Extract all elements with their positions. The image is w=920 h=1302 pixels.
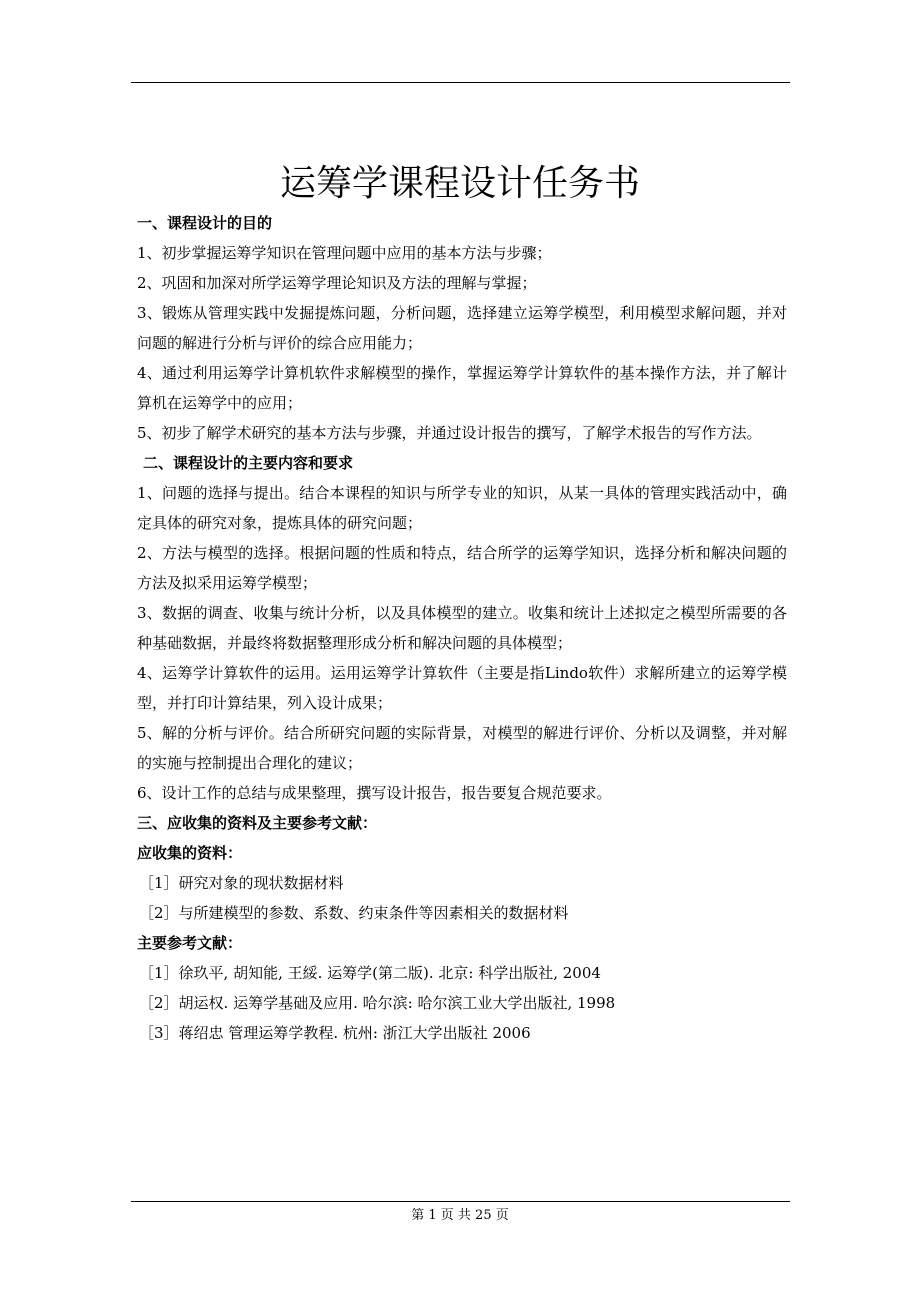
paragraph: 6、设计工作的总结与成果整理，撰写设计报告，报告要复合规范要求。 xyxy=(137,784,612,802)
page-number: 第 1 页 共 25 页 xyxy=(411,1208,509,1223)
section-heading: 三、应收集的资料及主要参考文献： xyxy=(137,814,378,832)
paragraph: 3、数据的调查、收集与统计分析，以及具体模型的建立。收集和统计上述拟定之模型所需要的各种基础数据，并最终将数据整理形成分析和解决问题的具体模型； xyxy=(137,604,787,652)
header-rule xyxy=(131,82,790,83)
paragraph: 2、方法与模型的选择。根据问题的性质和特点，结合所学的运筹学知识，选择分析和解决问题的方法及拟采用运筹学模型； xyxy=(137,544,787,592)
reference-item: ［3］蒋绍忠 管理运筹学教程. 杭州: 浙江大学出版社 2006 xyxy=(139,1024,531,1042)
paragraph: 5、初步了解学术研究的基本方法与步骤，并通过设计报告的撰写，了解学术报告的写作方法。 xyxy=(137,424,762,442)
reference-item: ［1］徐玖平, 胡知能, 王綏. 运筹学(第二版). 北京: 科学出版社, 2004 xyxy=(139,964,601,982)
paragraph: 1、问题的选择与提出。结合本课程的知识与所学专业的知识，从某一具体的管理实践活动中，确定具体的研究对象，提炼具体的研究问题； xyxy=(137,484,787,532)
section-heading: 一、课程设计的目的 xyxy=(137,214,273,232)
subheading: 应收集的资料： xyxy=(137,844,243,862)
paragraph: 4、运筹学计算软件的运用。运用运筹学计算软件（主要是指Lindo软件）求解所建立的运筹学模型，并打印计算结果，列入设计成果； xyxy=(137,664,787,712)
paragraph: 3、锻炼从管理实践中发掘提炼问题，分析问题，选择建立运筹学模型，利用模型求解问题，并对问题的解进行分析与评价的综合应用能力； xyxy=(137,304,787,352)
reference-item: ［2］与所建模型的参数、系数、约束条件等因素相关的数据材料 xyxy=(139,904,569,922)
paragraph: 2、巩固和加深对所学运筹学理论知识及方法的理解与掌握； xyxy=(137,274,537,292)
subheading: 主要参考文献： xyxy=(137,934,243,952)
paragraph: 5、解的分析与评价。结合所研究问题的实际背景，对模型的解进行评价、分析以及调整，并对解的实施与控制提出合理化的建议； xyxy=(137,724,787,772)
footer-rule xyxy=(131,1201,790,1202)
reference-item: ［1］研究对象的现状数据材料 xyxy=(139,874,344,892)
paragraph: 1、初步掌握运筹学知识在管理问题中应用的基本方法与步骤； xyxy=(137,244,552,262)
document-title: 运筹学课程设计任务书 xyxy=(279,163,640,204)
section-heading: 二、课程设计的主要内容和要求 xyxy=(143,454,354,472)
reference-item: ［2］胡运权. 运筹学基础及应用. 哈尔滨: 哈尔滨工业大学出版社, 1998 xyxy=(139,994,616,1012)
document-body xyxy=(137,208,787,1048)
paragraph: 4、通过利用运筹学计算机软件求解模型的操作，掌握运筹学计算软件的基本操作方法，并了解计算机在运筹学中的应用； xyxy=(137,364,787,412)
